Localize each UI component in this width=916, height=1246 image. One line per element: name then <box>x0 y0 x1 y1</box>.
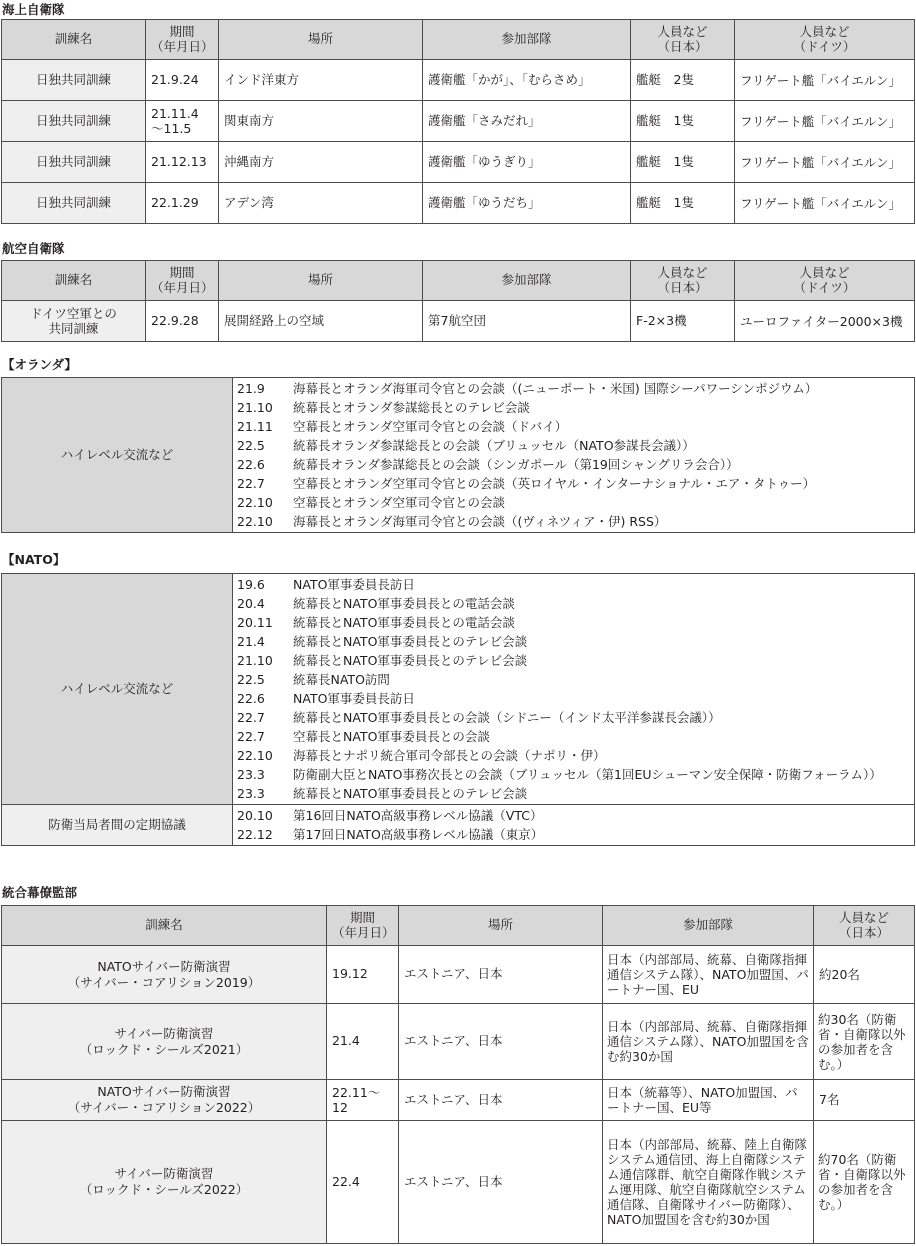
jso-table <box>1 905 915 1244</box>
date-cell: 21.4 <box>327 1004 399 1080</box>
exchange-date: 21.9 <box>237 381 265 396</box>
table-row <box>2 805 915 846</box>
exchange-text: 統幕長とNATO軍事委員長との会談（シドニー（インド太平洋参謀長会議）） <box>293 710 721 725</box>
location-cell: アデン湾 <box>219 183 423 224</box>
list-item <box>237 613 910 632</box>
exchange-text: NATO軍事委員長訪日 <box>293 577 415 592</box>
date-cell: 22.4 <box>327 1121 399 1244</box>
list-item <box>237 689 910 708</box>
exchange-text: 統幕長オランダ参謀総長との会談（シンガポール（第19回シャングリラ会合）） <box>293 457 739 472</box>
col-header: 期間 （年月日） <box>327 906 399 946</box>
exchange-date: 21.10 <box>237 653 273 668</box>
list-item <box>237 806 910 825</box>
list-item <box>237 708 910 727</box>
location-cell: インド洋東方 <box>219 60 423 101</box>
exchange-date: 23.3 <box>237 767 265 782</box>
exchange-text: 海幕長とオランダ海軍司令官との会談（(ヴィネツィア・伊) RSS） <box>293 514 667 529</box>
exchange-date: 20.4 <box>237 596 265 611</box>
jso-header-row <box>2 906 915 946</box>
exchange-date: 20.10 <box>237 808 273 823</box>
table-row <box>2 378 915 533</box>
col-header: 訓練名 <box>2 20 146 60</box>
personnel-germany-cell: フリゲート艦「バイエルン」 <box>735 183 915 224</box>
units-cell: 日本（内部部局、統幕、陸上自衛隊システム通信団、海上自衛隊システム通信隊群、航空自衛隊作戦システム運用隊、航空自衛隊航空システム通信隊、自衛隊サイバー防衛隊）、NATO加盟国を含む約30か国 <box>603 1121 814 1244</box>
list-item <box>237 632 910 651</box>
exchange-date: 22.5 <box>237 672 265 687</box>
list-item <box>237 474 910 493</box>
list-item <box>237 512 910 531</box>
location-cell: エストニア、日本 <box>399 946 603 1004</box>
personnel-germany-cell: フリゲート艦「バイエルン」 <box>735 142 915 183</box>
exchange-list-cell <box>233 574 915 805</box>
col-header: 訓練名 <box>2 906 327 946</box>
exchange-date: 19.6 <box>237 577 265 592</box>
exchange-date: 22.10 <box>237 748 273 763</box>
asdf-table <box>1 260 915 342</box>
exchange-date: 22.6 <box>237 457 265 472</box>
table-row <box>2 101 915 142</box>
table-row <box>2 1121 915 1244</box>
exchange-text: 統幕長とNATO軍事委員長との電話会談 <box>293 596 515 611</box>
personnel-japan-cell: 約70名（防衛省・自衛隊以外の参加者を含む。） <box>814 1121 915 1244</box>
training-name-cell: NATOサイバー防衛演習 （サイバー・コアリション2019） <box>2 946 327 1004</box>
exchange-text: 第16回日NATO高級事務レベル協議（VTC） <box>293 808 543 823</box>
exchange-text: 統幕長NATO訪問 <box>293 672 390 687</box>
date-cell: 22.1.29 <box>146 183 219 224</box>
exchange-label-cell: ハイレベル交流など <box>2 378 233 533</box>
list-item <box>237 784 910 803</box>
section-title-asdf: 航空自衛隊 <box>2 241 65 256</box>
training-name-cell: 日独共同訓練 <box>2 142 146 183</box>
personnel-japan-cell: 艦艇 1隻 <box>631 142 735 183</box>
location-cell: エストニア、日本 <box>399 1004 603 1080</box>
exchange-label-cell: 防衛当局者間の定期協議 <box>2 805 233 846</box>
section-title-jso: 統合幕僚監部 <box>2 885 78 900</box>
col-header: 期間 （年月日） <box>146 20 219 60</box>
table-row <box>2 1080 915 1121</box>
location-cell: エストニア、日本 <box>399 1080 603 1121</box>
col-header: 場所 <box>399 906 603 946</box>
msdf-table <box>1 19 915 224</box>
personnel-germany-cell: ユーロファイター2000×3機 <box>735 301 915 342</box>
date-cell: 22.11～12 <box>327 1080 399 1121</box>
units-cell: 日本（内部部局、統幕、自衛隊指揮通信システム隊）、NATO加盟国、パートナー国、EU <box>603 946 814 1004</box>
personnel-japan-cell: 約20名 <box>814 946 915 1004</box>
exchange-date: 22.5 <box>237 438 265 453</box>
table-row <box>2 1004 915 1080</box>
exchange-date: 22.6 <box>237 691 265 706</box>
list-item <box>237 594 910 613</box>
col-header: 人員など （ドイツ） <box>735 20 915 60</box>
list-item <box>237 417 910 436</box>
exchange-text: 海幕長とオランダ海軍司令官との会談（(ニューポート・米国) 国際シーパワーシンポジウム） <box>293 381 818 396</box>
col-header: 場所 <box>219 261 423 301</box>
training-name-cell: 日独共同訓練 <box>2 101 146 142</box>
exchange-text: 空幕長とNATO軍事委員長との会談 <box>293 729 490 744</box>
training-name-cell: NATOサイバー防衛演習 （サイバー・コアリション2022） <box>2 1080 327 1121</box>
date-cell: 19.12 <box>327 946 399 1004</box>
list-item <box>237 727 910 746</box>
personnel-germany-cell: フリゲート艦「バイエルン」 <box>735 101 915 142</box>
units-cell: 護衛艦「かが」、「むらさめ」 <box>423 60 631 101</box>
table-row <box>2 301 915 342</box>
list-item <box>237 455 910 474</box>
personnel-germany-cell: フリゲート艦「バイエルン」 <box>735 60 915 101</box>
date-cell: 21.11.4 ～11.5 <box>146 101 219 142</box>
units-cell: 護衛艦「さみだれ」 <box>423 101 631 142</box>
exchange-text: 統幕長とNATO軍事委員長との電話会談 <box>293 615 515 630</box>
list-item <box>237 493 910 512</box>
exchange-date: 22.12 <box>237 827 273 842</box>
date-cell: 21.9.24 <box>146 60 219 101</box>
exchange-date: 21.10 <box>237 400 273 415</box>
list-item <box>237 825 910 844</box>
units-cell: 護衛艦「ゆうぎり」 <box>423 142 631 183</box>
exchange-date: 22.7 <box>237 729 265 744</box>
list-item <box>237 379 910 398</box>
date-cell: 22.9.28 <box>146 301 219 342</box>
exchange-date: 22.10 <box>237 514 273 529</box>
exchange-date: 22.10 <box>237 495 273 510</box>
col-header: 訓練名 <box>2 261 146 301</box>
exchange-text: 海幕長とナポリ統合軍司令部長との会談（ナポリ・伊） <box>293 748 606 763</box>
col-header: 人員など （日本） <box>814 906 915 946</box>
exchange-list-cell <box>233 805 915 846</box>
exchange-text: 空幕長とオランダ空軍司令官との会談（ドバイ） <box>293 419 568 434</box>
col-header: 場所 <box>219 20 423 60</box>
col-header: 人員など （ドイツ） <box>735 261 915 301</box>
exchange-text: 統幕長とNATO軍事委員長とのテレビ会談 <box>293 653 528 668</box>
exchange-date: 21.4 <box>237 634 265 649</box>
units-cell: 護衛艦「ゆうだち」 <box>423 183 631 224</box>
nato-table <box>1 573 915 846</box>
personnel-japan-cell: 艦艇 1隻 <box>631 101 735 142</box>
col-header: 参加部隊 <box>423 20 631 60</box>
msdf-header-row <box>2 20 915 60</box>
section-title-nato: 【NATO】 <box>2 552 66 567</box>
table-row <box>2 142 915 183</box>
location-cell: エストニア、日本 <box>399 1121 603 1244</box>
training-name-cell: ドイツ空軍との 共同訓練 <box>2 301 146 342</box>
col-header: 参加部隊 <box>603 906 814 946</box>
asdf-header-row <box>2 261 915 301</box>
personnel-japan-cell: F-2×3機 <box>631 301 735 342</box>
list-item <box>237 765 910 784</box>
training-name-cell: サイバー防衛演習 （ロックド・シールズ2022） <box>2 1121 327 1244</box>
exchange-text: 空幕長とオランダ空軍司令官との会談 <box>293 495 506 510</box>
exchange-date: 22.7 <box>237 476 265 491</box>
netherlands-table <box>1 377 915 533</box>
exchange-text: 防衛副大臣とNATO事務次長との会談（ブリュッセル（第1回EUシューマン安全保障・防衛フォーラム）） <box>293 767 882 782</box>
date-cell: 21.12.13 <box>146 142 219 183</box>
exchange-date: 21.11 <box>237 419 273 434</box>
list-item <box>237 746 910 765</box>
list-item <box>237 670 910 689</box>
exchange-text: 第17回日NATO高級事務レベル協議（東京） <box>293 827 544 842</box>
list-item <box>237 651 910 670</box>
exchange-list <box>237 575 910 803</box>
exchange-text: 統幕長オランダ参謀総長との会談（ブリュッセル（NATO参謀長会議）） <box>293 438 695 453</box>
exchange-date: 20.11 <box>237 615 273 630</box>
exchange-text: NATO軍事委員長訪日 <box>293 691 415 706</box>
exchange-text: 統幕長とNATO軍事委員長とのテレビ会談 <box>293 786 528 801</box>
list-item <box>237 398 910 417</box>
location-cell: 沖縄南方 <box>219 142 423 183</box>
col-header: 人員など （日本） <box>631 261 735 301</box>
list-item <box>237 575 910 594</box>
exchange-date: 23.3 <box>237 786 265 801</box>
exchange-list-cell <box>233 378 915 533</box>
section-title-netherlands: 【オランダ】 <box>2 357 77 372</box>
personnel-japan-cell: 艦艇 2隻 <box>631 60 735 101</box>
exchange-label-cell: ハイレベル交流など <box>2 574 233 805</box>
exchange-text: 統幕長とNATO軍事委員長とのテレビ会談 <box>293 634 528 649</box>
exchange-list <box>237 379 910 531</box>
location-cell: 関東南方 <box>219 101 423 142</box>
section-title-msdf: 海上自衛隊 <box>2 2 65 17</box>
personnel-japan-cell: 約30名（防衛省・自衛隊以外の参加者を含む。） <box>814 1004 915 1080</box>
training-name-cell: サイバー防衛演習 （ロックド・シールズ2021） <box>2 1004 327 1080</box>
table-row <box>2 183 915 224</box>
units-cell: 日本（統幕等）、NATO加盟国、パートナー国、EU等 <box>603 1080 814 1121</box>
table-row <box>2 60 915 101</box>
personnel-japan-cell: 艦艇 1隻 <box>631 183 735 224</box>
exchange-list <box>237 806 910 844</box>
training-name-cell: 日独共同訓練 <box>2 60 146 101</box>
units-cell: 日本（内部部局、統幕、自衛隊指揮通信システム隊）、NATO加盟国を含む約30か国 <box>603 1004 814 1080</box>
col-header: 期間 （年月日） <box>146 261 219 301</box>
exchange-text: 空幕長とオランダ空軍司令官との会談（英ロイヤル・インターナショナル・エア・タトゥー） <box>293 476 816 491</box>
location-cell: 展開経路上の空域 <box>219 301 423 342</box>
list-item <box>237 436 910 455</box>
col-header: 参加部隊 <box>423 261 631 301</box>
units-cell: 第7航空団 <box>423 301 631 342</box>
col-header: 人員など （日本） <box>631 20 735 60</box>
exchange-date: 22.7 <box>237 710 265 725</box>
table-row <box>2 946 915 1004</box>
table-row <box>2 574 915 805</box>
exchange-text: 統幕長とオランダ参謀総長とのテレビ会談 <box>293 400 530 415</box>
training-name-cell: 日独共同訓練 <box>2 183 146 224</box>
personnel-japan-cell: 7名 <box>814 1080 915 1121</box>
